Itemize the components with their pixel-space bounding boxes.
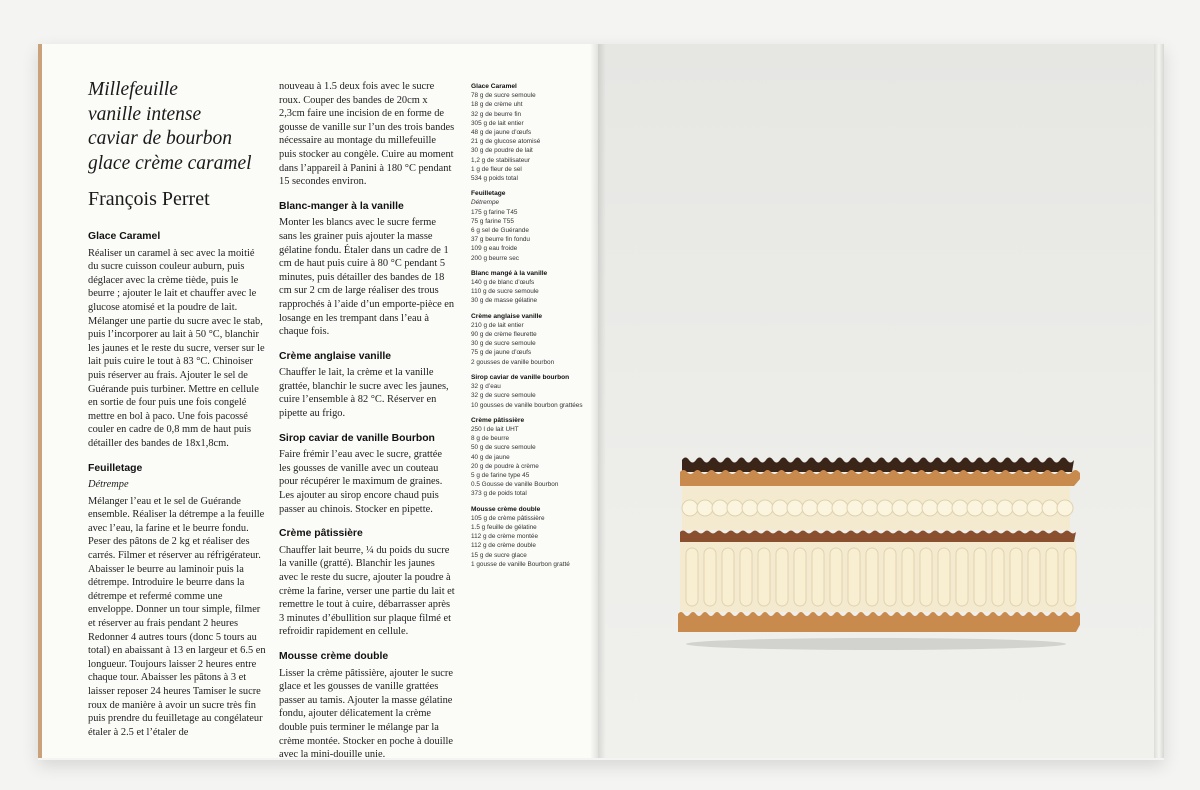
- cream-piping: [722, 548, 734, 606]
- title-line: vanille intense: [88, 103, 202, 125]
- section-subheading: Détrempe: [88, 479, 129, 491]
- cream-swirl: [727, 500, 743, 516]
- ingredient-line: 105 g de crème pâtissière: [471, 514, 545, 522]
- book-gutter: [590, 44, 606, 758]
- ingredients-column: [471, 82, 583, 575]
- ingredient-line: 30 g de masse gélatine: [471, 297, 538, 305]
- ingredient-line: 1 gousse de vanille Bourbon gratté: [471, 560, 570, 568]
- section-text: Lisser la crème pâtissière, ajouter le sucre glace et les gousses de vanille grattées passer au tamis. Ajouter la masse gélatine fondu, ajouter délicatement la crème double puis terminer le mélange par la crème montée. Stocker en poche à douille avec la mini-douille unie.: [279, 667, 453, 761]
- ingredient-line: 30 g de poudre de lait: [471, 147, 533, 155]
- cream-swirl: [922, 500, 938, 516]
- cream-swirl: [952, 500, 968, 516]
- ingredient-group: [471, 505, 583, 569]
- cream-swirl: [877, 500, 893, 516]
- ingredient-line: 175 g farine T45: [471, 208, 518, 216]
- ingredient-line: 90 g de crème fleurette: [471, 331, 537, 339]
- ingredient-line: 373 g de poids total: [471, 490, 527, 498]
- section-heading: Crème anglaise vanille: [279, 350, 392, 362]
- top-pastry-layer: [680, 470, 1080, 486]
- bottom-pastry-layer: [678, 612, 1080, 632]
- title-line: Millefeuille: [88, 79, 178, 100]
- ingredient-line: 5 g de farine type 45: [471, 471, 530, 479]
- ingredient-group: [471, 312, 583, 367]
- ingredient-group: [471, 416, 583, 499]
- ingredient-line: 20 g de poudre à crème: [471, 462, 539, 470]
- cream-piping: [740, 548, 752, 606]
- cream-swirl: [937, 500, 953, 516]
- method-section: [279, 80, 455, 189]
- ingredient-group: [471, 373, 583, 410]
- cream-piping: [992, 548, 1004, 606]
- ingredient-line: 140 g de blanc d’œufs: [471, 279, 535, 287]
- chocolate-glaze: [682, 458, 1074, 473]
- cream-piping: [938, 548, 950, 606]
- ingredient-line: 75 g de jaune d’œufs: [471, 349, 532, 357]
- ingredient-group: [471, 269, 583, 306]
- ingredient-group-heading: Sirop caviar de vanille bourbon: [471, 373, 570, 381]
- recipe-author: François Perret: [88, 188, 210, 210]
- ingredient-line: 32 g d’eau: [471, 383, 501, 391]
- cream-swirl: [982, 500, 998, 516]
- cream-swirl: [1027, 500, 1043, 516]
- section-heading: Blanc-manger à la vanille: [279, 200, 404, 212]
- ingredient-group-heading: Mousse crème double: [471, 505, 541, 513]
- ingredient-line: 6 g sel de Guérande: [471, 227, 529, 235]
- method-column-1: [88, 230, 266, 750]
- cream-piping: [812, 548, 824, 606]
- ingredient-line: 250 l de lait UHT: [471, 425, 519, 433]
- ingredient-line: 15 g de sucre glace: [471, 551, 527, 559]
- cream-piping: [704, 548, 716, 606]
- title-line: glace crème caramel: [88, 152, 252, 174]
- section-text: Chauffer le lait, la crème et la vanille grattée, blanchir le sucre avec les jaunes, cuire l’ensemble à 82 °C. Réserver en pipette au frigo.: [279, 367, 449, 420]
- ingredient-line: 10 gousses de vanille bourbon grattées: [471, 401, 583, 409]
- cream-swirl: [697, 500, 713, 516]
- cream-swirl: [1012, 500, 1028, 516]
- method-section: [279, 432, 455, 517]
- cream-piping: [686, 548, 698, 606]
- ingredient-line: 112 g de crème double: [471, 542, 536, 550]
- section-text: Monter les blancs avec le sucre ferme sans les grainer puis ajouter la masse gélatine fondu. Étaler dans un cadre de 1 cm de haut puis cuire à 80 °C pendant 5 minutes, puis détailler des bandes de 18 cm sur 2 cm de large réaliser des trous rapprochés à l’aide d’un emporte-pièce en losange en les trempant dans l’eau à chaque fois.: [279, 217, 455, 338]
- ingredient-group-heading: Crème pâtissière: [471, 416, 525, 424]
- ingredient-line: 37 g beurre fin fondu: [471, 236, 530, 244]
- cream-swirl: [757, 500, 773, 516]
- method-section: [88, 462, 266, 740]
- section-text: Mélanger l’eau et le sel de Guérande ensemble. Réaliser la détrempe a la feuille avec l’eau, la farine et le beurre fondu. Peser des pâtons de 2 kg et réaliser des carrés. Filmer et réserver au réfrigérateur. Abaisser le beurre au laminoir puis la détrempe. Introduire le beurre dans la détrempe et refermé comme une enveloppe. Donner un tour simple, filmer et réserver au frais pendant 2 heures Redonner 4 autres tours (donc 5 tours au total) en abaissant à 13 en largeur et 6.5 en longueur. Toujours laisser 2 heures entre chaque tour. Abaisser les pâtons à 3 et laisser reposer 24 heures Tamiser le sucre roux de manière à avoir un sucre très fin puis prendre du feuilletage au congélateur étaler à 2.5 et l’étaler de: [88, 495, 266, 738]
- cream-swirl: [862, 500, 878, 516]
- cream-piping: [1046, 548, 1058, 606]
- millefeuille-photo: [676, 452, 1080, 652]
- method-section: [279, 527, 455, 639]
- ingredient-line: 32 g de sucre semoule: [471, 392, 536, 400]
- cream-swirl: [787, 500, 803, 516]
- ingredient-line: 30 g de sucre semoule: [471, 340, 536, 348]
- section-heading: Sirop caviar de vanille Bourbon: [279, 432, 435, 444]
- section-text: nouveau à 1.5 deux fois avec le sucre roux. Couper des bandes de 20cm x 2,3cm faire une incision de en forme de gousse de vanille sur l’un des trois bandes nécessaire au montage du millefeuille puis stocker au congèle. Cuire au moment dans l’appareil à Panini à 180 °C pendant 15 secondes environ.: [279, 81, 455, 188]
- method-section: [279, 650, 455, 762]
- ingredient-line: 50 g de sucre semoule: [471, 444, 536, 452]
- cream-swirl: [802, 500, 818, 516]
- middle-pastry-layer: [680, 531, 1076, 543]
- cream-piping: [848, 548, 860, 606]
- ingredient-line: 1,2 g de stabilisateur: [471, 156, 530, 164]
- cream-piping: [776, 548, 788, 606]
- cream-swirl: [1042, 500, 1058, 516]
- cream-piping: [1010, 548, 1022, 606]
- cream-swirl: [742, 500, 758, 516]
- ingredient-line: 78 g de sucre semoule: [471, 92, 536, 100]
- ingredient-line: 32 g de beurre fin: [471, 110, 522, 118]
- cream-piping: [794, 548, 806, 606]
- cream-piping: [920, 548, 932, 606]
- ingredient-group-subheading: Détrempe: [471, 199, 500, 207]
- ingredient-line: 200 g beurre sec: [471, 254, 519, 262]
- cream-swirl: [997, 500, 1013, 516]
- ingredient-line: 305 g de lait entier: [471, 119, 524, 127]
- cream-piping: [902, 548, 914, 606]
- cream-piping: [1028, 548, 1040, 606]
- cream-piping: [974, 548, 986, 606]
- ingredient-line: 2 gousses de vanille bourbon: [471, 358, 555, 366]
- ingredient-group: [471, 189, 583, 263]
- ingredient-group-heading: Glace Caramel: [471, 83, 517, 90]
- ingredient-line: 75 g farine T55: [471, 217, 514, 225]
- cream-piping: [884, 548, 896, 606]
- ingredient-group-heading: Feuilletage: [471, 190, 506, 198]
- cream-swirl: [847, 500, 863, 516]
- ingredient-group-heading: Blanc mangé à la vanille: [471, 269, 548, 277]
- ingredient-line: 110 g de sucre semoule: [471, 288, 539, 296]
- cream-swirl: [907, 500, 923, 516]
- ingredient-line: 0.5 Gousse de vanille Bourbon: [471, 481, 559, 489]
- cream-swirl: [712, 500, 728, 516]
- cream-swirl: [1057, 500, 1073, 516]
- method-section: [279, 350, 455, 421]
- ingredient-line: 109 g eau froide: [471, 245, 518, 253]
- cream-swirl: [967, 500, 983, 516]
- ingredient-group: [471, 82, 583, 183]
- section-text: Chauffer lait beurre, ¼ du poids du sucre la vanille (gratté). Blanchir les jaunes avec le reste du sucre, ajouter la poudre à crème la farine, verser une partie du lait et remettre le tout à cuire, débarrasser après 3 minutes d’ébullition sur plaque filmé et refroidir rapidement en cellule.: [279, 544, 455, 638]
- ingredient-group-heading: Crème anglaise vanille: [471, 312, 543, 320]
- ingredient-line: 8 g de beurre: [471, 435, 510, 443]
- method-section: [88, 230, 266, 451]
- cream-swirl: [772, 500, 788, 516]
- right-page-edge: [1154, 44, 1164, 758]
- cream-piping: [758, 548, 770, 606]
- ingredient-line: 112 g de crème montée: [471, 533, 539, 541]
- ingredient-line: 1.5 g feuille de gélatine: [471, 523, 537, 531]
- cream-swirl: [817, 500, 833, 516]
- section-heading: Crème pâtissière: [279, 528, 363, 540]
- cake-shadow: [686, 638, 1066, 650]
- cream-swirl: [682, 500, 698, 516]
- title-line: caviar de bourbon: [88, 128, 233, 149]
- ingredient-line: 534 g poids total: [471, 175, 518, 183]
- cream-piping: [866, 548, 878, 606]
- section-text: Faire frémir l’eau avec le sucre, grattée les gousses de vanille avec un couteau pour récupérer le maximum de graines. Les ajouter au sirop encore chaud puis passer au chinois. Stocker en pipette.: [279, 449, 443, 515]
- section-text: Réaliser un caramel à sec avec la moitié du sucre cuisson couleur auburn, puis déglacer avec la crème tiède, puis le beurre ; ajouter le lait et chauffer avec le glucose atomisé et la poudre de lait. Mélanger une partie du sucre avec le stab, puis l’incorporer au lait à 50 °C, blanchir les jaunes et le reste du sucre, verser sur le lait puis cuire le tout à 83 °C. Chinoiser puis réserver au frais. Ajouter le sel de Guérande puis turbiner. Mettre en cellule en sortie de four puis une fois congelé mettre en bol à paco. Une fois pacossé couler en cadre de 0,8 mm de haut puis détailler des bandes de 18x1,8cm.: [88, 247, 265, 449]
- recipe-title: [88, 78, 268, 176]
- cream-piping: [830, 548, 842, 606]
- ingredient-line: 40 g de jaune: [471, 453, 510, 461]
- ingredient-line: 1 g de fleur de sel: [471, 165, 522, 173]
- ingredient-line: 21 g de glucose atomisé: [471, 138, 541, 146]
- method-column-2: [279, 80, 455, 773]
- ingredient-line: 18 g de crème uht: [471, 101, 523, 109]
- cream-swirl: [832, 500, 848, 516]
- ingredient-line: 210 g de lait entier: [471, 321, 524, 329]
- section-heading: Feuilletage: [88, 462, 143, 474]
- section-heading: Glace Caramel: [88, 231, 161, 242]
- method-section: [279, 200, 455, 339]
- section-heading: Mousse crème double: [279, 650, 389, 662]
- cream-piping: [956, 548, 968, 606]
- cream-swirl: [892, 500, 908, 516]
- ingredient-line: 48 g de jaune d’œufs: [471, 129, 532, 137]
- cream-piping: [1064, 548, 1076, 606]
